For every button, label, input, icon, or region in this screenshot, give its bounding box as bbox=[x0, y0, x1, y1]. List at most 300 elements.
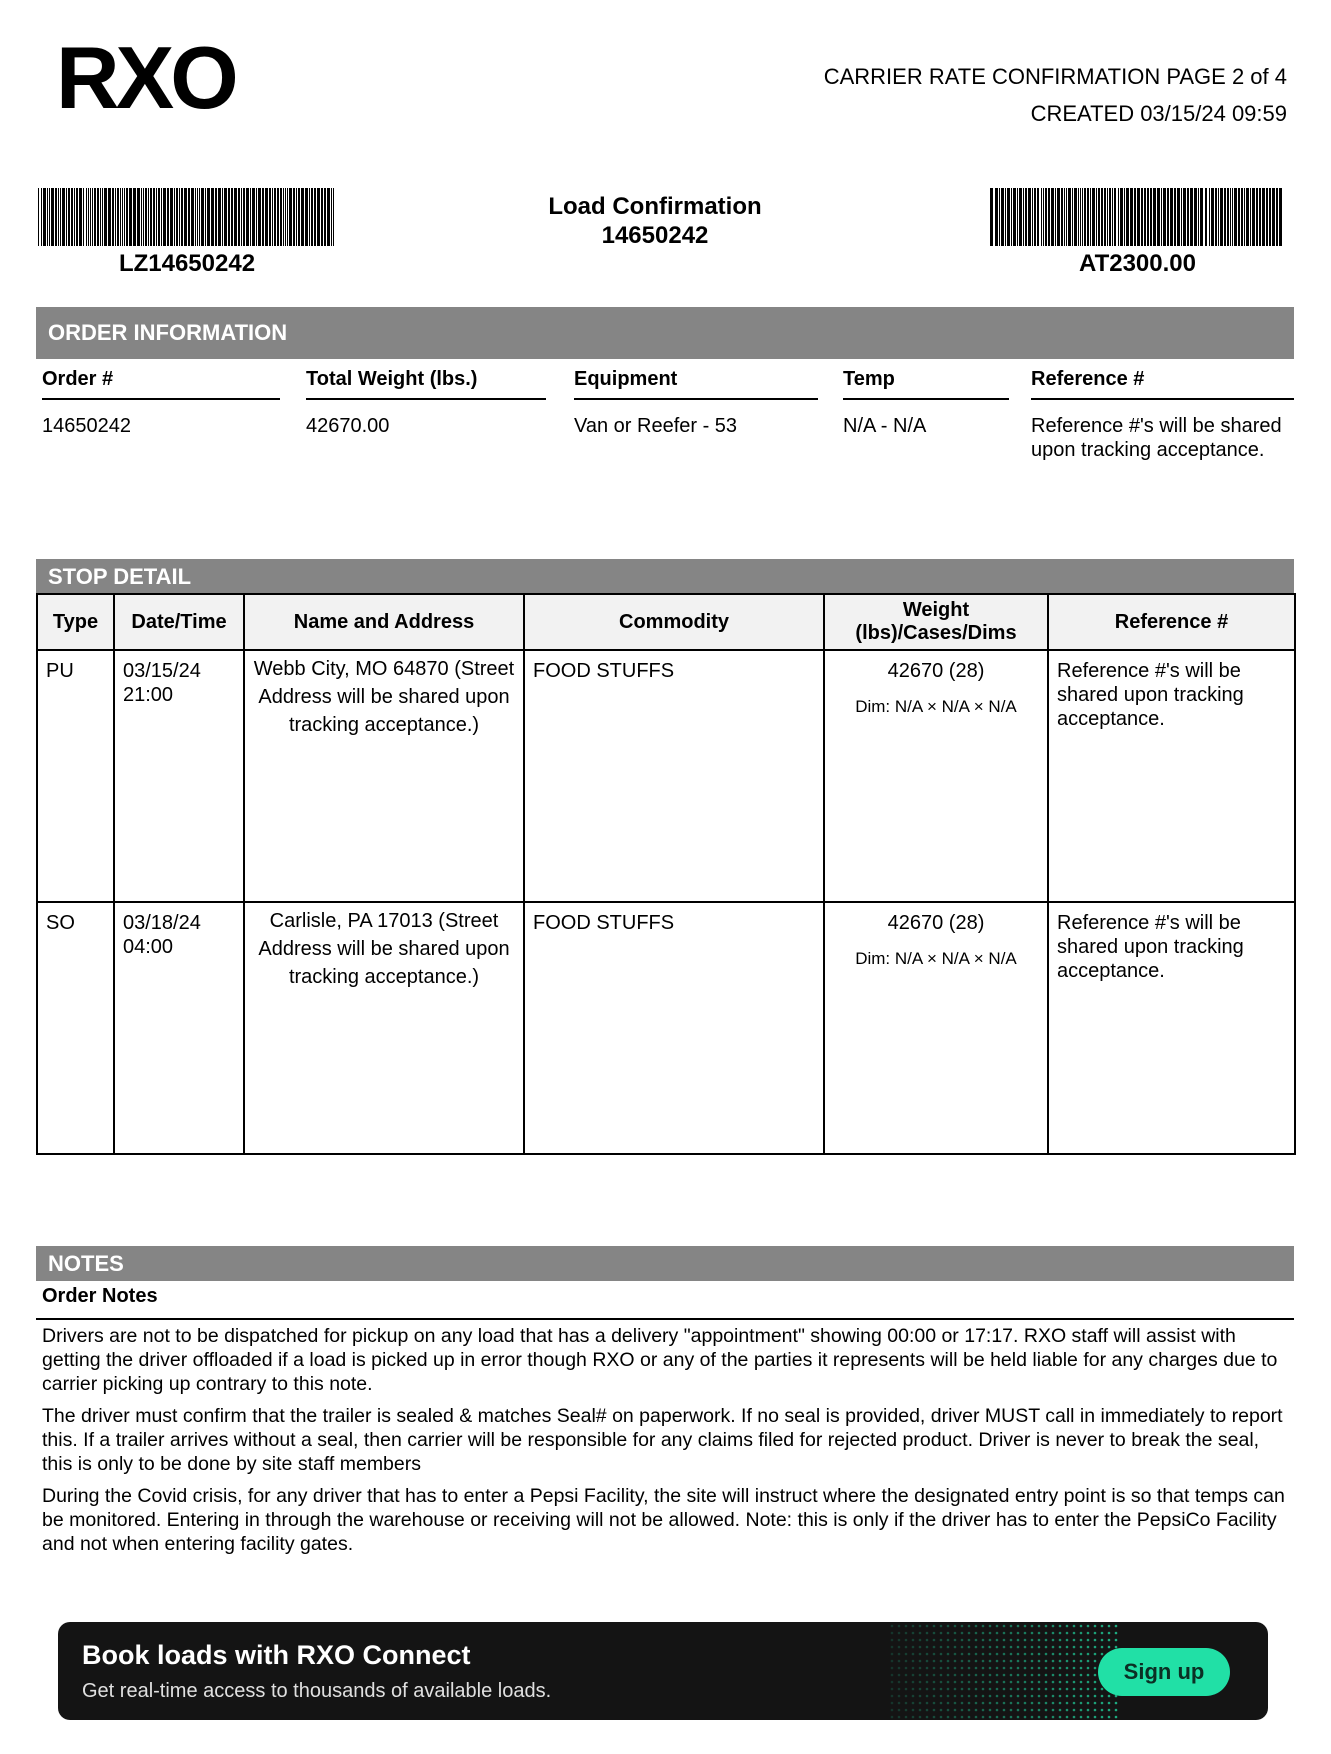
banner-dot bbox=[1094, 1709, 1097, 1712]
rxo-connect-banner[interactable] bbox=[58, 1622, 1268, 1720]
banner-dot bbox=[905, 1646, 908, 1649]
banner-dot bbox=[982, 1660, 985, 1663]
barcode-bar bbox=[122, 188, 123, 246]
banner-dot bbox=[947, 1625, 950, 1628]
banner-dot bbox=[954, 1625, 957, 1628]
banner-dot bbox=[989, 1709, 992, 1712]
banner-dot bbox=[1087, 1688, 1090, 1691]
banner-dot bbox=[954, 1653, 957, 1656]
banner-dot bbox=[940, 1695, 943, 1698]
banner-dot bbox=[891, 1646, 894, 1649]
banner-dot bbox=[1087, 1632, 1090, 1635]
barcode-bar bbox=[1072, 188, 1073, 246]
barcode-bar bbox=[112, 188, 114, 246]
col-type: Type bbox=[37, 594, 114, 650]
banner-dot bbox=[1052, 1646, 1055, 1649]
stop-name-address: Carlisle, PA 17013 (Street Address will be shared upon tracking acceptance.) bbox=[244, 902, 524, 1154]
stop-datetime bbox=[114, 650, 244, 902]
banner-dot bbox=[898, 1625, 901, 1628]
banner-dot bbox=[1087, 1667, 1090, 1670]
equipment-column bbox=[574, 368, 818, 438]
barcode-bar bbox=[1157, 188, 1160, 246]
banner-dot bbox=[1031, 1625, 1034, 1628]
banner-dot bbox=[1073, 1702, 1076, 1705]
reference-header: Reference # bbox=[1031, 368, 1294, 400]
barcode-bar bbox=[1013, 188, 1016, 246]
banner-dot bbox=[926, 1681, 929, 1684]
stop-time: 21:00 bbox=[123, 684, 174, 706]
barcode-bar bbox=[274, 188, 276, 246]
banner-dot bbox=[1115, 1709, 1118, 1712]
banner-dot bbox=[954, 1695, 957, 1698]
banner-dot bbox=[1038, 1695, 1041, 1698]
load-confirmation-title bbox=[480, 192, 830, 250]
banner-dot bbox=[996, 1695, 999, 1698]
banner-dot bbox=[1073, 1709, 1076, 1712]
banner-dot bbox=[1059, 1709, 1062, 1712]
banner-dot bbox=[1115, 1716, 1118, 1719]
banner-dot bbox=[961, 1632, 964, 1635]
barcode-bar bbox=[1041, 188, 1042, 246]
banner-dot bbox=[912, 1709, 915, 1712]
banner-dot bbox=[1045, 1695, 1048, 1698]
temp-header: Temp bbox=[843, 368, 1009, 400]
barcode-bar bbox=[62, 188, 65, 246]
col-datetime: Date/Time bbox=[114, 594, 244, 650]
banner-dot bbox=[1038, 1702, 1041, 1705]
banner-dot bbox=[1080, 1695, 1083, 1698]
banner-dot bbox=[1066, 1667, 1069, 1670]
barcode-bar bbox=[115, 188, 116, 246]
banner-dot bbox=[891, 1681, 894, 1684]
banner-dot bbox=[1059, 1681, 1062, 1684]
stop-weight bbox=[824, 902, 1048, 1154]
banner-dot bbox=[905, 1688, 908, 1691]
banner-dot bbox=[975, 1695, 978, 1698]
banner-dot bbox=[1094, 1716, 1097, 1719]
barcode-bar bbox=[43, 188, 46, 246]
banner-dot bbox=[1052, 1632, 1055, 1635]
barcode-bar bbox=[1276, 188, 1278, 246]
barcode-bar bbox=[1194, 188, 1197, 246]
stop-type: PU bbox=[37, 650, 114, 902]
banner-dot bbox=[1052, 1660, 1055, 1663]
banner-dot bbox=[905, 1681, 908, 1684]
order-number-header: Order # bbox=[42, 368, 280, 400]
barcode-bar bbox=[1141, 188, 1143, 246]
banner-dot bbox=[1010, 1681, 1013, 1684]
banner-dot bbox=[968, 1639, 971, 1642]
barcode-bar bbox=[199, 188, 200, 246]
banner-dot bbox=[940, 1667, 943, 1670]
banner-dot bbox=[912, 1702, 915, 1705]
banner-dot bbox=[926, 1709, 929, 1712]
barcode-bar bbox=[1262, 188, 1265, 246]
banner-dot bbox=[961, 1646, 964, 1649]
banner-dot bbox=[1031, 1632, 1034, 1635]
banner-dot bbox=[1052, 1702, 1055, 1705]
banner-dot bbox=[933, 1695, 936, 1698]
barcode-bar bbox=[269, 188, 271, 246]
barcode-bar bbox=[218, 188, 221, 246]
banner-dot bbox=[947, 1688, 950, 1691]
banner-dot bbox=[1045, 1674, 1048, 1677]
banner-dot bbox=[1080, 1702, 1083, 1705]
barcode-bar bbox=[141, 188, 142, 246]
barcode-bar bbox=[97, 188, 99, 246]
barcode-bar bbox=[205, 188, 206, 246]
banner-dot bbox=[933, 1632, 936, 1635]
banner-dot bbox=[891, 1667, 894, 1670]
barcode-bar bbox=[126, 188, 128, 246]
banner-dot bbox=[1003, 1667, 1006, 1670]
banner-dot bbox=[1038, 1674, 1041, 1677]
banner-dot bbox=[1066, 1625, 1069, 1628]
barcode-bar bbox=[1230, 188, 1231, 246]
banner-dot bbox=[1073, 1646, 1076, 1649]
order-number-column bbox=[42, 368, 280, 438]
total-weight-value: 42670.00 bbox=[306, 415, 390, 437]
barcode-bar bbox=[1107, 188, 1108, 246]
banner-dot bbox=[1045, 1646, 1048, 1649]
banner-dot bbox=[1017, 1674, 1020, 1677]
banner-dot bbox=[989, 1653, 992, 1656]
banner-dot bbox=[996, 1660, 999, 1663]
banner-dot bbox=[905, 1716, 908, 1719]
banner-dot bbox=[1108, 1632, 1111, 1635]
banner-dot bbox=[1059, 1660, 1062, 1663]
barcode-bar bbox=[995, 188, 998, 246]
barcode-bar bbox=[1074, 188, 1077, 246]
banner-dot bbox=[933, 1716, 936, 1719]
banner-dot bbox=[1017, 1653, 1020, 1656]
banner-dot bbox=[989, 1716, 992, 1719]
barcode-bar bbox=[129, 188, 132, 246]
banner-dot bbox=[982, 1709, 985, 1712]
order-number-value: 14650242 bbox=[42, 415, 131, 437]
banner-dot bbox=[961, 1709, 964, 1712]
banner-dot bbox=[1031, 1660, 1034, 1663]
banner-dot bbox=[982, 1702, 985, 1705]
barcode-bar bbox=[1211, 188, 1214, 246]
barcode-bar bbox=[86, 188, 87, 246]
banner-dot bbox=[961, 1702, 964, 1705]
banner-dot bbox=[968, 1681, 971, 1684]
banner-dot bbox=[996, 1702, 999, 1705]
banner-dot bbox=[975, 1653, 978, 1656]
banner-dot bbox=[982, 1681, 985, 1684]
barcode-bar bbox=[158, 188, 160, 246]
barcode-bar bbox=[1170, 188, 1173, 246]
banner-dot bbox=[1101, 1653, 1104, 1656]
barcode-bar bbox=[1137, 188, 1140, 246]
banner-dot bbox=[926, 1646, 929, 1649]
banner-dot bbox=[1080, 1653, 1083, 1656]
barcode-bar bbox=[262, 188, 264, 246]
banner-dot bbox=[961, 1681, 964, 1684]
barcode-bar bbox=[76, 188, 78, 246]
banner-dot bbox=[919, 1688, 922, 1691]
barcode-bar bbox=[104, 188, 107, 246]
barcode-bar bbox=[1244, 188, 1245, 246]
barcode-bar bbox=[55, 188, 57, 246]
barcode-bar bbox=[71, 188, 73, 246]
barcode-bar bbox=[1090, 188, 1091, 246]
banner-dot bbox=[989, 1625, 992, 1628]
barcode-bar bbox=[124, 188, 125, 246]
banner-dot bbox=[905, 1709, 908, 1712]
banner-dot bbox=[1059, 1674, 1062, 1677]
barcode-bar bbox=[1023, 188, 1024, 246]
barcode-bar bbox=[1163, 188, 1166, 246]
barcode-bar bbox=[331, 188, 332, 246]
banner-dot bbox=[1101, 1639, 1104, 1642]
barcode-bar bbox=[1017, 188, 1018, 246]
banner-dot bbox=[947, 1681, 950, 1684]
banner-dot bbox=[1108, 1625, 1111, 1628]
banner-dot bbox=[968, 1688, 971, 1691]
banner-dot bbox=[1073, 1653, 1076, 1656]
barcode-bar bbox=[1174, 188, 1176, 246]
banner-dot bbox=[919, 1625, 922, 1628]
barcode-bar bbox=[309, 188, 310, 246]
barcode-bar bbox=[90, 188, 91, 246]
banner-dot bbox=[1073, 1639, 1076, 1642]
barcode-bar bbox=[1068, 188, 1071, 246]
barcode-bar bbox=[148, 188, 149, 246]
banner-dot bbox=[1031, 1653, 1034, 1656]
table-row bbox=[37, 650, 1295, 902]
banner-dot bbox=[912, 1716, 915, 1719]
banner-dot bbox=[919, 1702, 922, 1705]
banner-dot bbox=[1080, 1674, 1083, 1677]
barcode-bar bbox=[207, 188, 210, 246]
banner-dot bbox=[1080, 1709, 1083, 1712]
barcode-bar bbox=[285, 188, 286, 246]
banner-dot bbox=[926, 1639, 929, 1642]
barcode-bar bbox=[1078, 188, 1079, 246]
banner-dot bbox=[1087, 1716, 1090, 1719]
banner-dot bbox=[975, 1709, 978, 1712]
banner-dot bbox=[898, 1716, 901, 1719]
barcode-bar bbox=[179, 188, 180, 246]
banner-dot bbox=[1052, 1709, 1055, 1712]
banner-dot bbox=[919, 1674, 922, 1677]
banner-dot bbox=[989, 1695, 992, 1698]
barcode-bar bbox=[145, 188, 147, 246]
barcode-bar bbox=[191, 188, 194, 246]
barcode-left bbox=[38, 188, 336, 246]
banner-dot bbox=[1115, 1632, 1118, 1635]
banner-dot bbox=[1031, 1702, 1034, 1705]
barcode-bar bbox=[311, 188, 313, 246]
banner-dot bbox=[898, 1695, 901, 1698]
banner-dot bbox=[1045, 1716, 1048, 1719]
banner-dot bbox=[975, 1667, 978, 1670]
barcode-bar bbox=[1019, 188, 1022, 246]
barcode-bar bbox=[1066, 188, 1067, 246]
banner-dot bbox=[947, 1667, 950, 1670]
banner-dot bbox=[1094, 1667, 1097, 1670]
banner-dot bbox=[1045, 1632, 1048, 1635]
banner-dot bbox=[1066, 1674, 1069, 1677]
banner-dot bbox=[1101, 1716, 1104, 1719]
banner-dot bbox=[1045, 1688, 1048, 1691]
banner-dot bbox=[933, 1702, 936, 1705]
barcode-bar bbox=[272, 188, 273, 246]
banner-dot bbox=[982, 1674, 985, 1677]
banner-dot bbox=[975, 1702, 978, 1705]
banner-dot bbox=[1038, 1709, 1041, 1712]
banner-dot bbox=[940, 1702, 943, 1705]
banner-dot bbox=[996, 1716, 999, 1719]
banner-dot bbox=[1073, 1681, 1076, 1684]
note-paragraph: During the Covid crisis, for any driver that has to enter a Pepsi Facility, the site will instruct where the designated entry point is so that temps can be monitored. Entering in through the warehouse or receiving will not be allowed. Note: this is only if the driver has to enter the PepsiCo Facility and not when entering facility gates. bbox=[42, 1485, 1285, 1555]
banner-dot bbox=[912, 1688, 915, 1691]
sign-up-button[interactable]: Sign up bbox=[1098, 1648, 1230, 1696]
temp-column bbox=[843, 368, 1009, 438]
barcode-bar bbox=[170, 188, 173, 246]
banner-dot bbox=[1087, 1681, 1090, 1684]
barcode-bar bbox=[321, 188, 323, 246]
barcode-bar bbox=[58, 188, 59, 246]
banner-dot bbox=[933, 1660, 936, 1663]
rxo-logo bbox=[56, 38, 256, 118]
barcode-bar bbox=[333, 188, 334, 246]
banner-dot bbox=[1003, 1660, 1006, 1663]
banner-dot bbox=[954, 1660, 957, 1663]
banner-dot bbox=[968, 1695, 971, 1698]
barcode-bar bbox=[1190, 188, 1193, 246]
barcode-bar bbox=[1218, 188, 1219, 246]
banner-dot bbox=[1087, 1702, 1090, 1705]
banner-dot bbox=[968, 1674, 971, 1677]
banner-dot bbox=[1003, 1695, 1006, 1698]
banner-dot bbox=[968, 1709, 971, 1712]
barcode-bar bbox=[1007, 188, 1010, 246]
stop-weight-cases: 42670 (28) bbox=[887, 912, 985, 934]
banner-dot bbox=[1066, 1639, 1069, 1642]
banner-dot bbox=[1010, 1695, 1013, 1698]
banner-dot bbox=[1066, 1688, 1069, 1691]
banner-dot bbox=[898, 1639, 901, 1642]
banner-dot bbox=[898, 1667, 901, 1670]
barcode-bar bbox=[1087, 188, 1089, 246]
banner-dot bbox=[1080, 1646, 1083, 1649]
barcode-bar bbox=[231, 188, 233, 246]
stop-commodity: FOOD STUFFS bbox=[524, 650, 824, 902]
banner-dot bbox=[912, 1625, 915, 1628]
banner-dot bbox=[898, 1653, 901, 1656]
equipment-header: Equipment bbox=[574, 368, 818, 400]
banner-dot bbox=[975, 1660, 978, 1663]
banner-dot bbox=[1115, 1639, 1118, 1642]
barcode-bar bbox=[999, 188, 1000, 246]
banner-dot bbox=[1052, 1674, 1055, 1677]
barcode-bar bbox=[60, 188, 61, 246]
banner-dot bbox=[982, 1695, 985, 1698]
banner-dot bbox=[891, 1688, 894, 1691]
banner-dot bbox=[891, 1639, 894, 1642]
banner-dot bbox=[891, 1632, 894, 1635]
barcode-bar bbox=[1250, 188, 1251, 246]
reference-column bbox=[1031, 368, 1294, 462]
banner-dot bbox=[954, 1667, 957, 1670]
banner-dot bbox=[982, 1646, 985, 1649]
banner-dot bbox=[1024, 1653, 1027, 1656]
banner-dot bbox=[1038, 1688, 1041, 1691]
banner-dot bbox=[975, 1688, 978, 1691]
barcode-bar bbox=[241, 188, 242, 246]
banner-dot bbox=[975, 1674, 978, 1677]
banner-dot bbox=[954, 1716, 957, 1719]
banner-dot bbox=[982, 1667, 985, 1670]
banner-dot bbox=[1073, 1695, 1076, 1698]
banner-dot bbox=[961, 1660, 964, 1663]
banner-dot bbox=[891, 1660, 894, 1663]
banner-dot bbox=[1038, 1667, 1041, 1670]
banner-dot bbox=[1101, 1702, 1104, 1705]
banner-dot bbox=[996, 1639, 999, 1642]
banner-dot bbox=[1017, 1639, 1020, 1642]
barcode-bar bbox=[163, 188, 166, 246]
logo-text: RXO bbox=[56, 38, 235, 118]
barcode-bar bbox=[1048, 188, 1050, 246]
banner-dot bbox=[1059, 1702, 1062, 1705]
banner-subtitle: Get real-time access to thousands of available loads. bbox=[82, 1680, 552, 1702]
table-header-row bbox=[37, 594, 1295, 650]
order-information-header: ORDER INFORMATION bbox=[36, 307, 1294, 359]
banner-dot bbox=[940, 1646, 943, 1649]
stop-dims: Dim: N/A × N/A × N/A bbox=[855, 697, 1017, 716]
barcode-bar bbox=[1234, 188, 1237, 246]
banner-dot bbox=[968, 1653, 971, 1656]
banner-dot bbox=[947, 1660, 950, 1663]
barcode-bar bbox=[88, 188, 89, 246]
barcode-bar bbox=[1215, 188, 1217, 246]
barcode-bar bbox=[1064, 188, 1065, 246]
barcode-bar bbox=[1232, 188, 1233, 246]
col-reference: Reference # bbox=[1048, 594, 1295, 650]
banner-dot bbox=[1066, 1646, 1069, 1649]
banner-dot bbox=[1003, 1639, 1006, 1642]
banner-dot bbox=[1073, 1632, 1076, 1635]
barcode-bar bbox=[1126, 188, 1129, 246]
banner-dot bbox=[954, 1632, 957, 1635]
barcode-bar bbox=[1252, 188, 1255, 246]
banner-dot bbox=[912, 1653, 915, 1656]
banner-dot bbox=[898, 1660, 901, 1663]
banner-dot bbox=[989, 1646, 992, 1649]
banner-dot bbox=[926, 1653, 929, 1656]
banner-dot bbox=[1017, 1716, 1020, 1719]
banner-dot bbox=[1038, 1632, 1041, 1635]
barcode-bar bbox=[117, 188, 119, 246]
banner-dot bbox=[1087, 1646, 1090, 1649]
banner-dot bbox=[1010, 1625, 1013, 1628]
barcode-bar bbox=[1150, 188, 1152, 246]
barcode-bar bbox=[1130, 188, 1133, 246]
banner-dot bbox=[933, 1681, 936, 1684]
barcode-bar bbox=[38, 188, 39, 246]
banner-dot bbox=[905, 1695, 908, 1698]
banner-dot bbox=[996, 1625, 999, 1628]
banner-dot bbox=[954, 1709, 957, 1712]
banner-dot bbox=[1010, 1674, 1013, 1677]
barcode-bar bbox=[83, 188, 84, 246]
reference-value: Reference #'s will be shared upon tracking acceptance. bbox=[1031, 415, 1282, 461]
barcode-bar bbox=[246, 188, 249, 246]
